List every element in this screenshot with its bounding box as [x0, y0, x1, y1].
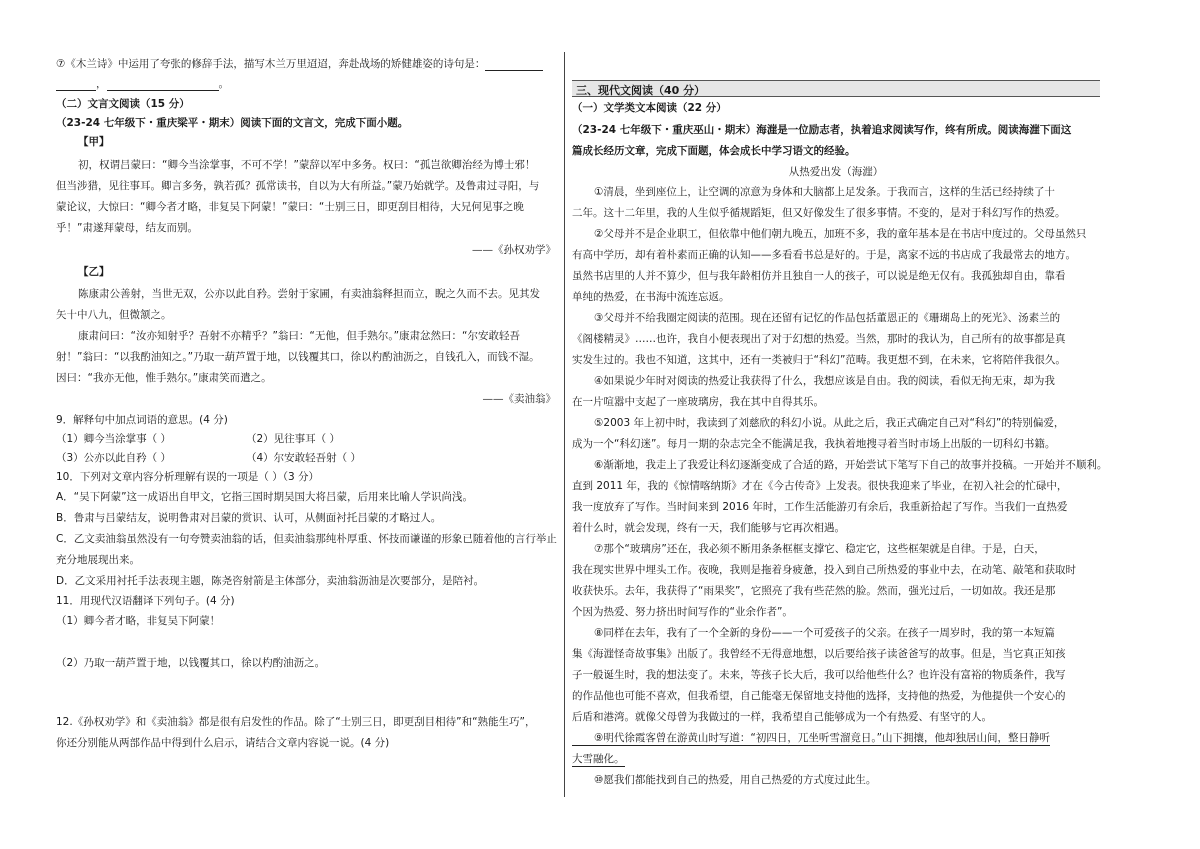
- article-line: ⑥渐渐地，我走上了我爱让科幻逐渐变成了合适的路，开始尝试下笔写下自己的故事并投稿。一开始并不顺利。: [594, 459, 1108, 471]
- yi-line: 陈康肃公善射，当世无双，公亦以此自矜。尝射于家圃，有卖油翁释担而立，睨之久而不去。见其发: [78, 288, 540, 300]
- article-line: 有高中学历，却有着朴素而正确的认知——多看看书总是好的。于是，离家不远的书店成了我最常去的地方。: [572, 249, 1076, 261]
- article-line: 直到 2011 年，我的《惊情喀纳斯》才在《今古传奇》上发表。很快我迎来了毕业，在初入社会的忙碌中，: [572, 480, 1068, 492]
- section-3-title: 三、现代文阅读（40 分）: [576, 84, 706, 97]
- section-2-intro: （23-24 七年级下・重庆梁平・期末）阅读下面的文言文，完成下面小题。: [56, 117, 409, 129]
- yi-line: 康肃问曰：“汝亦知射乎？吾射不亦精乎？”翁曰：“无他，但手熟尔。”康肃忿然曰：“尔安敢轻吾: [78, 330, 520, 342]
- q10-option: D．乙文采用衬托手法表现主题，陈尧咨射箭是主体部分，卖油翁沥油是次要部分，是陪衬。: [56, 575, 485, 587]
- reading-intro: 篇成长经历文章，完成下面题，体会成长中学习语文的经验。: [572, 145, 856, 157]
- article-line-underlined: ⑨明代徐霞客曾在游黄山时写道：“初四日，兀坐听雪溜竟日。”山下拥攘，他却独居山间，整日静听: [572, 732, 1050, 746]
- q9-item: （1）卿今当涂掌事（ ）: [56, 433, 172, 445]
- article-line: 的作品他也可能不喜欢，但我希望，自己能毫无保留地支持他的选择，支持他的热爱，为他提供一个安心的: [572, 690, 1066, 702]
- answer-blank: [56, 80, 96, 91]
- article-line: ⑤2003 年上初中时，我读到了刘慈欣的科幻小说。从此之后，我正式确定自己对“科幻”的特别偏爱，: [594, 417, 1065, 429]
- q10-option: A．“吴下阿蒙”这一成语出自甲文，它指三国时期吴国大将吕蒙，后用来比喻人学识尚浅。: [56, 491, 474, 503]
- question-12: 12.《孙权劝学》和《卖油翁》都是很有启发性的作品。除了“士别三日，即更刮目相待”和“熟能生巧”，: [56, 716, 536, 728]
- article-line: ②父母并不是企业职工，但依靠中他们朝九晚五，加班不多，我的童年基本是在书店中度过的。父母虽然只: [594, 228, 1087, 240]
- article-line-underlined: 大雪融化。: [572, 753, 625, 765]
- q11-item: （2）乃取一葫芦置于地，以钱覆其口，徐以杓酌油沥之。: [56, 657, 326, 669]
- article-line: 子一般诞生时，我的想法变了。未来，等孩子长大后，我可以给他些什么？也许没有富裕的物质条件，我写: [572, 669, 1066, 681]
- article-line: ③父母并不给我圈定阅读的范围。现在还留有记忆的作品包括董恩正的《珊瑚岛上的死光》、汤素兰的: [594, 312, 1061, 324]
- answer-blank: [485, 60, 543, 71]
- article-line: 着什么时，就会发现，终有一天，我们能够与它再次相遇。: [572, 522, 845, 534]
- jia-source: ——《孙权劝学》: [472, 244, 556, 256]
- article-line: 二年。这十二年里，我的人生似乎循规蹈矩，但又好像发生了很多事情。不变的，是对于科幻写作的热爱。: [572, 207, 1066, 219]
- jia-line: 蒙论议，大惊曰：“卿今者才略，非复吴下阿蒙！”蒙曰：“士别三日，即更刮目相待，大兄何见事之晚: [56, 201, 524, 213]
- article-line: ⑩愿我们都能找到自己的热爱，用自己热爱的方式度过此生。: [594, 774, 877, 786]
- q10-option: B．鲁肃与吕蒙结友，说明鲁肃对吕蒙的赏识、认可，从侧面衬托吕蒙的才略过人。: [56, 512, 442, 524]
- subsection-1-title: （一）文学类文本阅读（22 分）: [572, 102, 727, 114]
- question-7-text: ⑦《木兰诗》中运用了夸张的修辞手法，描写木兰万里迢迢，奔赴战场的矫健雄姿的诗句是：: [56, 58, 486, 70]
- question-7: [56, 58, 543, 71]
- jia-line: 但当涉猎，见往事耳。卿言多务，孰若孤？孤常读书，自以为大有所益。”蒙乃始就学。及鲁肃过寻阳，与: [56, 180, 540, 192]
- article-line: ⑧同样在去年，我有了一个全新的身份——一个可爱孩子的父亲。在孩子一周岁时，我的第一本短篇: [594, 627, 1055, 639]
- article-line: 在一片喧嚣中支起了一座玻璃房，我在其中自得其乐。: [572, 396, 824, 408]
- yi-label: 【乙】: [78, 266, 110, 278]
- article-line: 后盾和港湾。就像父母曾为我做过的一样，我希望自己能够成为一个有热爱、有坚守的人。: [572, 711, 992, 723]
- article-line: 集《海漄怪奇故事集》出版了。我曾经不无得意地想，以后要给孩子读爸爸写的故事。但是，当它真正知孩: [572, 648, 1066, 660]
- question-7-line2: ， 。: [56, 78, 229, 91]
- jia-line: 乎！”肃遂拜蒙母，结友而别。: [56, 222, 198, 234]
- jia-line: 初，权谓吕蒙曰：“卿今当涂掌事，不可不学！”蒙辞以军中多务。权曰：“孤岂欲卿治经为博士邪！: [78, 159, 536, 171]
- yi-line: 矢十中八九，但微颔之。: [56, 309, 172, 321]
- q9-item: （3）公亦以此自矜（ ）: [56, 452, 172, 464]
- section-2-title: （二）文言文阅读（15 分）: [56, 98, 190, 110]
- article-line: 实发生过的。我也不知道，这其中，还有一类被归于“科幻”范畴。我更想不到，在未来，它将陪伴我很久。: [572, 354, 1066, 366]
- question-10: 10．下列对文章内容分析理解有误的一项是（ ）（3 分）: [56, 471, 319, 483]
- jia-label: 【甲】: [78, 136, 110, 148]
- article-line: 收获快乐。去年，我获得了“雨果奖”，它照亮了我有些茫然的脸。然而，强光过后，一切如故。我还是那: [572, 585, 1056, 597]
- article-line: 《阁楼精灵》……也许，我自小便表现出了对于幻想的热爱。当然，那时的我认为，自己所有的故事都是真: [572, 333, 1066, 345]
- article-line: ①清晨，坐到座位上，让空调的凉意为身体和大脑都上足发条。于我而言，这样的生活已经持续了十: [594, 186, 1055, 198]
- article-line: 成为一个“科幻迷”。每月一期的杂志完全不能满足我，我执着地搜寻着当时市场上出版的一切科幻书籍。: [572, 438, 1056, 450]
- q11-item: （1）卿今者才略，非复吴下阿蒙！: [56, 615, 221, 627]
- yi-source: ——《卖油翁》: [482, 393, 556, 405]
- question-9: 9．解释句中加点词语的意思。(4 分): [56, 414, 228, 426]
- q10-option: C．乙文卖油翁虽然没有一句夸赞卖油翁的话，但卖油翁那纯朴厚重、怀技而谦谨的形象已随着他的言行举止: [56, 533, 557, 545]
- article-line: 个因为热爱、努力挤出时间写作的“业余作者”。: [572, 606, 793, 618]
- q9-item: （4）尔安敢轻吾射（ ）: [246, 452, 362, 464]
- article-line: 我一度放弃了写作。当时间来到 2016 年时，工作生活能游刃有余后，我重新拾起了写作。当我们一直热爱: [572, 501, 1068, 513]
- yi-line: 因曰：“我亦无他，惟手熟尔。”康肃笑而遣之。: [56, 372, 272, 384]
- q10-option: 充分地展现出来。: [56, 554, 140, 566]
- question-11: 11．用现代汉语翻译下列句子。(4 分): [56, 595, 235, 607]
- column-divider: [564, 52, 565, 797]
- q9-item: （2）见往事耳（ ）: [246, 433, 341, 445]
- reading-intro: （23-24 七年级下・重庆巫山・期末）海漄是一位励志者，执着追求阅读写作，终有所成。阅读海漄下面这: [572, 124, 1072, 136]
- section-3-header: [572, 80, 1100, 97]
- yi-line: 射！”翁曰：“以我酌油知之。”乃取一葫芦置于地，以钱覆其口，徐以杓酌油沥之，自钱孔入，而钱不湿。: [56, 351, 540, 363]
- article-line: 我在现实世界中埋头工作。夜晚，我则是拖着身疲惫，投入到自己所热爱的事业中去，在动笔、敲笔和获取时: [572, 564, 1076, 576]
- article-line: 虽然书店里的人并不算少，但与我年龄相仿并且独自一人的孩子，可以说是绝无仅有。我孤独却自由，靠看: [572, 270, 1066, 282]
- article-line: 单纯的热爱，在书海中流连忘返。: [572, 291, 730, 303]
- article-line: ⑦那个“玻璃房”还在，我必须不断用条条框框支撑它、稳定它，这些框架就是自律。于是，白天，: [594, 543, 1045, 555]
- article-title: 从热爱出发（海漄）: [788, 166, 884, 178]
- article-line: ④如果说少年时对阅读的热爱让我获得了什么，我想应该是自由。我的阅读，看似无拘无束，却为我: [594, 375, 1055, 387]
- question-12: 你还分别能从两部作品中得到什么启示，请结合文章内容说一说。(4 分): [56, 737, 390, 749]
- answer-blank: [107, 80, 219, 91]
